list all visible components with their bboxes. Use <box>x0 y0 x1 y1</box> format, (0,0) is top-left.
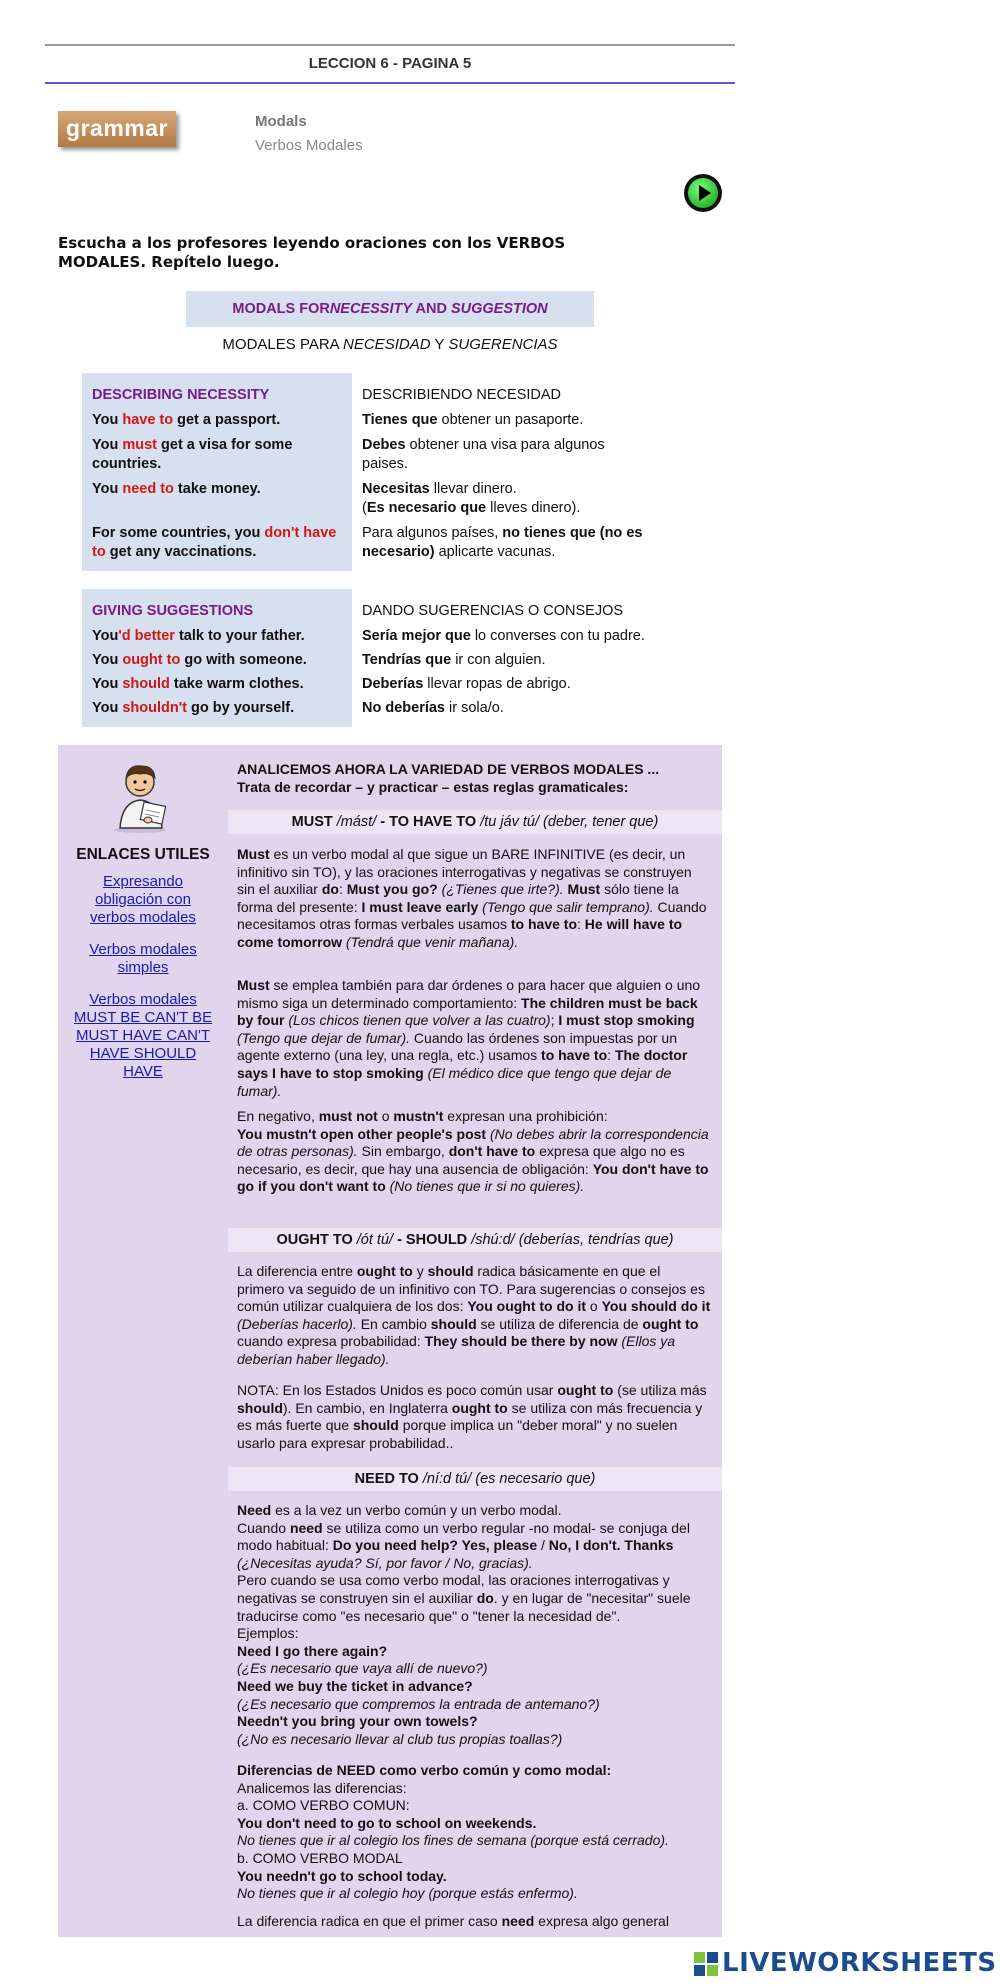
top-rule <box>45 44 735 46</box>
sidebar-title: ENLACES UTILES <box>76 846 210 863</box>
suggestions-row-4-es: No deberías ir sola/o. <box>362 700 504 716</box>
play-button[interactable] <box>684 174 722 212</box>
link-must-be-should-have[interactable]: Verbos modales MUST BE CAN'T BE MUST HAVE CAN'T HAVE SHOULD HAVE <box>73 991 213 1080</box>
necessity-row-3-es: Necesitas llevar dinero. (Es necesario que lleves dinero). <box>362 481 581 516</box>
band-ought-should: OUGHT TO /ót tú/ - SHOULD /shú:d/ (deberías, tendrías que) <box>228 1228 722 1252</box>
analysis-title: ANALICEMOS AHORA LA VARIEDAD DE VERBOS MODALES ... Trata de recordar – y practicar – estas reglas gramaticales: <box>237 761 660 795</box>
necessity-row-4-es: Para algunos países, no tienes que (no es necesario) aplicarte vacunas. <box>362 525 643 560</box>
suggestions-row-4-en: You shouldn't go by yourself. <box>92 700 295 716</box>
sidebar-links <box>72 873 214 1081</box>
band-need: NEED TO /ní:d tú/ (es necesario que) <box>228 1467 722 1491</box>
necessity-heading-en: DESCRIBING NECESSITY <box>92 387 270 403</box>
topic-title: Modals <box>255 113 307 130</box>
must-paragraph-3: En negativo, must not o mustn't expresan una prohibición: You mustn't open other people's post (No debes abrir la correspondencia de otras personas). Sin embargo, don't have to expresa que algo no es necesario, es decir, que hay una ausencia de obligación: You don't have to go if you don't want to (No tienes que ir si no quieres). <box>237 1108 709 1195</box>
ought-paragraph-1: La diferencia entre ought to y should radica básicamente en que el primero va seguido de un infinitivo con TO. Para sugerencias o consejos es común utilizar cualquiera de los dos: You ought to do it o You should do it (Deberías hacerlo). En cambio should se utiliza de diferencia de ought to cuando expresa probabilidad: They should be there by now (Ellos ya deberían haber llegado). <box>237 1263 711 1367</box>
suggestions-row-1-en: You'd better talk to your father. <box>92 628 305 644</box>
necessity-row-1-es: Tienes que obtener un pasaporte. <box>362 412 584 428</box>
band-must: MUST /mást/ - TO HAVE TO /tu jáv tú/ (deber, tener que) <box>228 810 722 834</box>
liveworksheets-logo: LIVEWORKSHEETS <box>722 1948 997 1978</box>
necessity-row-2-en: You must get a visa for some countries. <box>92 437 293 472</box>
must-paragraph-1: Must es un verbo modal al que sigue un BARE INFINITIVE (es decir, un infinitivo sin TO), y las oraciones interrogativas y negativas se construyen sin el auxiliar do: Must you go? (¿Tienes que irte?). Must sólo tiene la forma del presente: I must leave early (Tengo que salir temprano). Cuando necesitamos otras formas verbales usamos to have to: He will have to come tomorrow (Tendrá que venir mañana). <box>237 846 707 950</box>
header-rule <box>45 82 735 84</box>
liveworksheets-logo-icon <box>694 1952 718 1976</box>
play-icon <box>688 178 718 208</box>
link-expresando-obligacion[interactable]: Expresando obligación con verbos modales <box>90 873 196 926</box>
necessity-heading-es: DESCRIBIENDO NECESIDAD <box>362 387 562 403</box>
modals-title-box: MODALS FOR NECESSITY AND SUGGESTION <box>186 291 594 327</box>
link-verbos-modales-simples[interactable]: Verbos modales simples <box>89 941 197 976</box>
student-reading-icon <box>102 754 182 834</box>
necessity-row-3-en: You need to take money. <box>92 481 261 497</box>
suggestions-row-3-en: You should take warm clothes. <box>92 676 304 692</box>
topic-subtitle: Verbos Modales <box>255 137 363 154</box>
suggestions-heading-en: GIVING SUGGESTIONS <box>92 603 254 619</box>
need-differences: Diferencias de NEED como verbo común y como modal: Analicemos las diferencias: a. COMO VERBO COMUN: You don't need to go to school on weekends. No tienes que ir al colegio los fines de semana (porque está cerrado). b. COMO VERBO MODAL You needn't go to school today. No tienes que ir al colegio hoy (porque estás enfermo). La diferencia radica en que el primer caso need expresa algo general <box>237 1762 669 1929</box>
need-paragraph: Need es a la vez un verbo común y un verbo modal. Cuando need se utiliza como un verbo regular -no modal- se conjuga del modo habitual: Do you need help? Yes, please / No, I don't. Thanks (¿Necesitas ayuda? Sí, por favor / No, gracias). Pero cuando se usa como verbo modal, las oraciones interrogativas y negativas se construyen sin el auxiliar do. y en lugar de "necesitar" suele traducirse como "es necesario que" o "tener la necesidad de". Ejemplos: Need I go there again? (¿Es necesario que vaya allí de nuevo?) Need we buy the ticket in advance? (¿Es necesario que compremos la entrada de antemano?) Needn't you bring your own towels? (¿No es necesario llevar al club tus propias toallas?) <box>237 1502 691 1747</box>
necessity-row-1-en: You have to get a passport. <box>92 412 281 428</box>
suggestions-row-2-en: You ought to go with someone. <box>92 652 307 668</box>
necessity-row-2-es: Debes obtener una visa para algunos paises. <box>362 437 605 472</box>
must-paragraph-2: Must se emplea también para dar órdenes o para hacer que alguien o uno mismo siga un determinado comportamiento: The children must be back by four (Los chicos tienen que volver a las cuatro); I must stop smoking (Tengo que dejar de fumar). Cuando las órdenes son impuestas por un agente externo (una ley, una regla, etc.) usamos to have to: The doctor says I have to stop smoking (El médico dice que tengo que dejar de fumar). <box>237 977 701 1099</box>
ought-paragraph-2: NOTA: En los Estados Unidos es poco común usar ought to (se utiliza más should). En cambio, en Inglaterra ought to se utiliza con más frecuencia y es más fuerte que should porque implica un "deber moral" y no suelen usarlo para expresar probabilidad.. <box>237 1382 707 1451</box>
suggestions-row-2-es: Tendrías que ir con alguien. <box>362 652 546 668</box>
page-title: LECCION 6 - PAGINA 5 <box>308 55 472 72</box>
suggestions-row-1-es: Sería mejor que lo converses con tu padre. <box>362 628 645 644</box>
grammar-badge: grammar <box>58 111 176 147</box>
suggestions-heading-es: DANDO SUGERENCIAS O CONSEJOS <box>362 603 624 619</box>
modals-subtitle: MODALES PARA NECESIDAD Y SUGERENCIAS <box>222 336 558 353</box>
instruction-text: Escucha a los profesores leyendo oraciones con los VERBOS MODALES. Repítelo luego. <box>58 234 566 271</box>
necessity-row-4-en: For some countries, you don't have to get any vaccinations. <box>92 525 337 560</box>
suggestions-row-3-es: Deberías llevar ropas de abrigo. <box>362 676 571 692</box>
